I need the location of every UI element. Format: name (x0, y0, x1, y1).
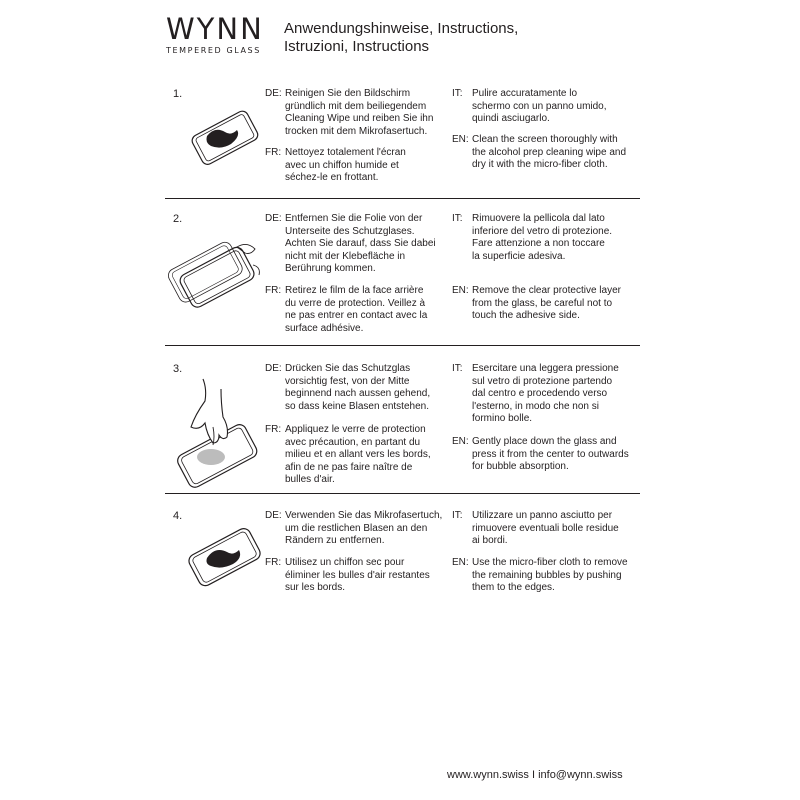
step-number: 2. (173, 213, 183, 225)
instruction-text: Esercitare una leggera pressione sul vetro di protezione partendo dal centro e procedendo verso l'esterno, in modo che non si formino bolle. (472, 363, 619, 424)
step-divider (165, 198, 640, 199)
lang-code: DE: (265, 363, 282, 374)
lang-code: DE: (265, 88, 282, 99)
phone-wipe-illustration-icon (185, 100, 265, 170)
lang-code: IT: (452, 510, 463, 521)
step-1 (165, 88, 640, 188)
instruction-text: Nettoyez totalement l'écran avec un chiffon humide et séchez-le en frottant. (285, 147, 406, 183)
step-number: 3. (173, 363, 183, 375)
page-title (284, 20, 518, 56)
footer-contact: www.wynn.swiss I info@wynn.swiss (447, 769, 623, 781)
instruction-text: Use the micro-fiber cloth to remove the remaining bubbles by pushing them to the edges. (472, 557, 628, 593)
lang-code: IT: (452, 213, 463, 224)
instruction-text: Remove the clear protective layer from the glass, be careful not to touch the adhesive side. (472, 285, 621, 321)
instruction-text: Drücken Sie das Schutzglas vorsichtig fest, von der Mitte beginnend nach aussen gehend, so dass keine Blasen entstehen. (285, 363, 431, 412)
instruction-text: Utilisez un chiffon sec pour éliminer les bulles d'air restantes sur les bords. (285, 557, 430, 593)
lang-code: EN: (452, 134, 469, 145)
lang-code: EN: (452, 436, 469, 447)
instruction-text: Gently place down the glass and press it from the center to outwards for bubble absorption. (472, 436, 629, 472)
lang-code: FR: (265, 285, 282, 296)
instruction-text: Reinigen Sie den Bildschirm gründlich mit dem beiliegendem Cleaning Wipe und reiben Sie ihn trocken mit dem Mikrofasertuch. (285, 88, 434, 137)
instruction-text: Verwenden Sie das Mikrofasertuch, um die restlichen Blasen an den Rändern zu entfernen. (285, 510, 443, 546)
brand-name: WYNN (166, 12, 264, 46)
lang-code: FR: (265, 424, 282, 435)
lang-code: IT: (452, 88, 463, 99)
step-3 (165, 363, 640, 485)
cloth-bubbles-illustration-icon (183, 518, 267, 588)
peel-film-illustration-icon (167, 225, 267, 315)
lang-code: FR: (265, 147, 282, 158)
step-number: 1. (173, 88, 183, 100)
lang-code: EN: (452, 285, 469, 296)
page-title-line-1: Anwendungshinweise, Instructions, (284, 20, 519, 37)
step-divider (165, 345, 640, 346)
instruction-text: Clean the screen thoroughly with the alcohol prep cleaning wipe and dry it with the micro-fiber cloth. (472, 134, 626, 170)
instruction-text: Rimuovere la pellicola dal lato inferiore del vetro di protezione. Fare attenzione a non toccare la superficie adesiva. (472, 213, 613, 262)
instruction-text: Entfernen Sie die Folie von der Unterseite des Schutzglases. Achten Sie darauf, dass Sie dabei nicht mit der Klebefläche in Berührung kommen. (285, 213, 436, 274)
instruction-text: Utilizzare un panno asciutto per rimuovere eventuali bolle residue ai bordi. (472, 510, 619, 546)
lang-code: EN: (452, 557, 469, 568)
step-4 (165, 510, 640, 610)
lang-code: DE: (265, 213, 282, 224)
step-divider (165, 493, 640, 494)
step-2 (165, 213, 640, 333)
page-title-line-2: Istruzioni, Instructions (284, 38, 430, 55)
instruction-text: Appliquez le verre de protection avec précaution, en partant du milieu et en allant vers les bords, afin de ne pas faire naître de bulles d'air. (285, 424, 431, 485)
press-glass-illustration-icon (173, 375, 265, 490)
instruction-text: Retirez le film de la face arrière du verre de protection. Veillez à ne pas entrer en contact avec la surface adhésive. (285, 285, 428, 334)
lang-code: FR: (265, 557, 282, 568)
step-number: 4. (173, 510, 183, 522)
instruction-text: Pulire accuratamente lo schermo con un panno umido, quindi asciugarlo. (472, 88, 607, 124)
lang-code: DE: (265, 510, 282, 521)
lang-code: IT: (452, 363, 463, 374)
brand-subtitle: TEMPERED GLASS (166, 46, 261, 55)
